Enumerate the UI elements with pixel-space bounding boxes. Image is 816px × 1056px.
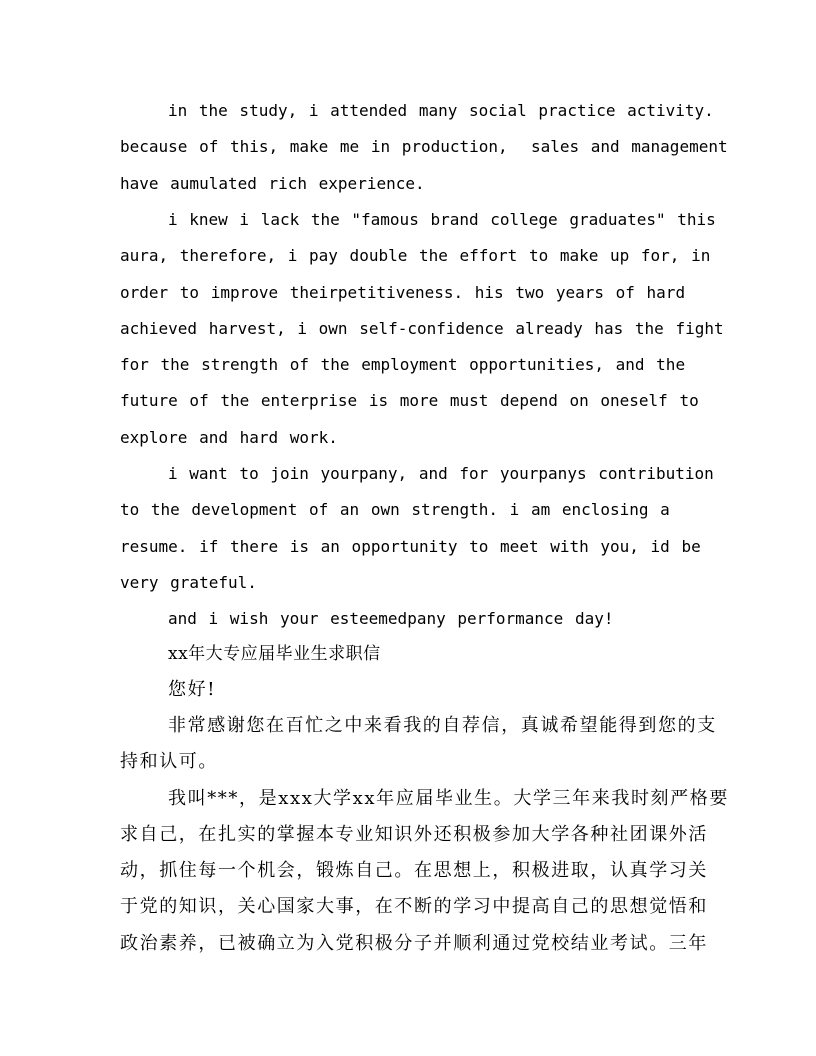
paragraph-zh-1-line-1: 非常感谢您在百忙之中来看我的自荐信，真诚希望能得到您的支 — [168, 715, 717, 736]
paragraph-3-line-2: to the development of an own strength. i am enclosing a — [120, 500, 670, 519]
paragraph-2-line-7: explore and hard work. — [120, 428, 338, 447]
paragraph-4-line-1: and i wish your esteemedpany performance day! — [168, 609, 614, 628]
paragraph-1-line-1: in the study, i attended many social practice activity. — [168, 101, 714, 120]
paragraph-3-line-3: resume. if there is an opportunity to meet with you, id be — [120, 537, 701, 556]
paragraph-zh-2-line-1: 我叫***，是xxx大学xx年应届毕业生。大学三年来我时刻严格要 — [168, 788, 729, 809]
paragraph-2-line-4: achieved harvest, i own self-confidence already has the fight — [120, 319, 724, 338]
letter-title: xx年大专应届毕业生求职信 — [168, 644, 381, 664]
paragraph-zh-2-line-2: 求自己，在扎实的掌握本专业知识外还积极参加大学各种社团课外活 — [120, 824, 708, 845]
paragraph-3-line-4: very grateful. — [120, 573, 257, 592]
paragraph-2-line-3: order to improve theirpetitiveness. his two years of hard — [120, 283, 686, 302]
paragraph-1-line-2: because of this, make me in production, sales and management — [120, 137, 728, 156]
paragraph-3-line-1: i want to join yourpany, and for yourpanys contribution — [168, 464, 714, 483]
paragraph-zh-2-line-3: 动，抓住每一个机会，锻炼自己。在思想上，积极进取，认真学习关 — [120, 860, 708, 881]
paragraph-2-line-1: i knew i lack the "famous brand college graduates" this — [168, 210, 716, 229]
greeting: 您好! — [168, 679, 217, 700]
paragraph-2-line-2: aura, therefore, i pay double the effort to make up for, in — [120, 246, 711, 265]
paragraph-zh-2-line-5: 政治素养，已被确立为入党积极分子并顺利通过党校结业考试。三年 — [120, 933, 708, 954]
paragraph-1-line-3: have aumulated rich experience. — [120, 174, 425, 193]
paragraph-2-line-5: for the strength of the employment opportunities, and the — [120, 355, 686, 374]
paragraph-zh-2-line-4: 于党的知识，关心国家大事，在不断的学习中提高自己的思想觉悟和 — [120, 896, 708, 917]
paragraph-zh-1-line-2: 持和认可。 — [120, 751, 218, 772]
paragraph-2-line-6: future of the enterprise is more must depend on oneself to — [120, 391, 699, 410]
